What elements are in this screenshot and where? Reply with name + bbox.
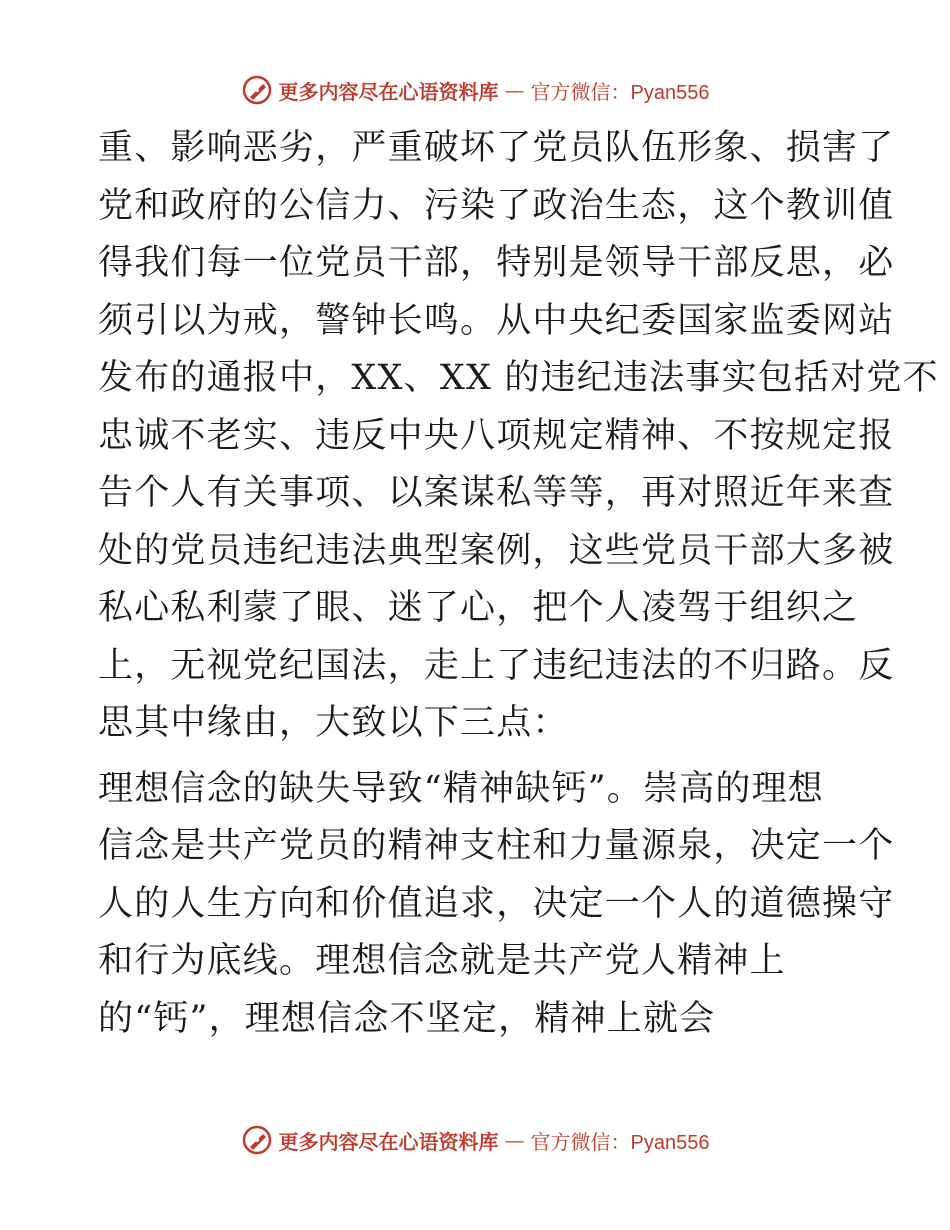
text-line: 发布的通报中，XX、XX 的违纪违法事实包括对党不 xyxy=(98,358,939,398)
paragraph-1 xyxy=(98,120,939,753)
text-line: 和行为底线。理想信念就是共产党人精神上 xyxy=(98,941,786,981)
text-line: 须引以为戒，警钟长鸣。从中央纪委国家监委网站 xyxy=(98,300,895,341)
watermark-text: 更多内容尽在心语资料库 xyxy=(278,1129,499,1154)
text-line: 的“钙”，理想信念不坚定，精神上就会 xyxy=(98,998,716,1039)
text-line: 私心私利蒙了眼、迷了心，把个人凌驾于组织之 xyxy=(98,588,859,628)
text-line: 处的党员违纪违法典型案例，这些党员干部大多被 xyxy=(98,530,895,571)
text-line: 思其中缘由，大致以下三点： xyxy=(98,703,569,743)
text-line: 人的人生方向和价值追求，决定一个人的道德操守 xyxy=(98,883,895,924)
document-body xyxy=(98,120,939,1048)
watermark-contact: 官方微信：Pyan556 xyxy=(530,1131,710,1154)
watermark-dash: — xyxy=(504,1128,525,1152)
paragraph-gap xyxy=(98,753,858,761)
text-line: 理想信念的缺失导致“精神缺钙”。崇高的理想 xyxy=(98,768,824,809)
paragraph-2 xyxy=(98,761,895,1049)
text-line: 上，无视党纪国法，走上了违纪违法的不归路。反 xyxy=(98,645,895,686)
text-line: 信念是共产党员的精神支柱和力量源泉，决定一个 xyxy=(98,826,895,866)
watermark-contact: 官方微信：Pyan556 xyxy=(530,81,710,104)
text-line: 重、影响恶劣，严重破坏了党员队伍形象、损害了 xyxy=(98,128,895,168)
watermark-dash: — xyxy=(504,78,525,102)
pen-circle-logo-icon xyxy=(241,74,273,106)
text-line: 告个人有关事项、以案谋私等等，再对照近年来查 xyxy=(98,473,895,513)
header-watermark xyxy=(0,70,950,110)
text-line: 忠诚不老实、违反中央八项规定精神、不按规定报 xyxy=(98,415,895,456)
text-line: 得我们每一位党员干部，特别是领导干部反思，必 xyxy=(98,243,895,283)
watermark-text: 更多内容尽在心语资料库 xyxy=(278,79,499,104)
text-line: 党和政府的公信力、污染了政治生态，这个教训值 xyxy=(98,185,895,226)
pen-circle-logo-icon xyxy=(241,1124,273,1156)
footer-watermark xyxy=(0,1120,950,1160)
